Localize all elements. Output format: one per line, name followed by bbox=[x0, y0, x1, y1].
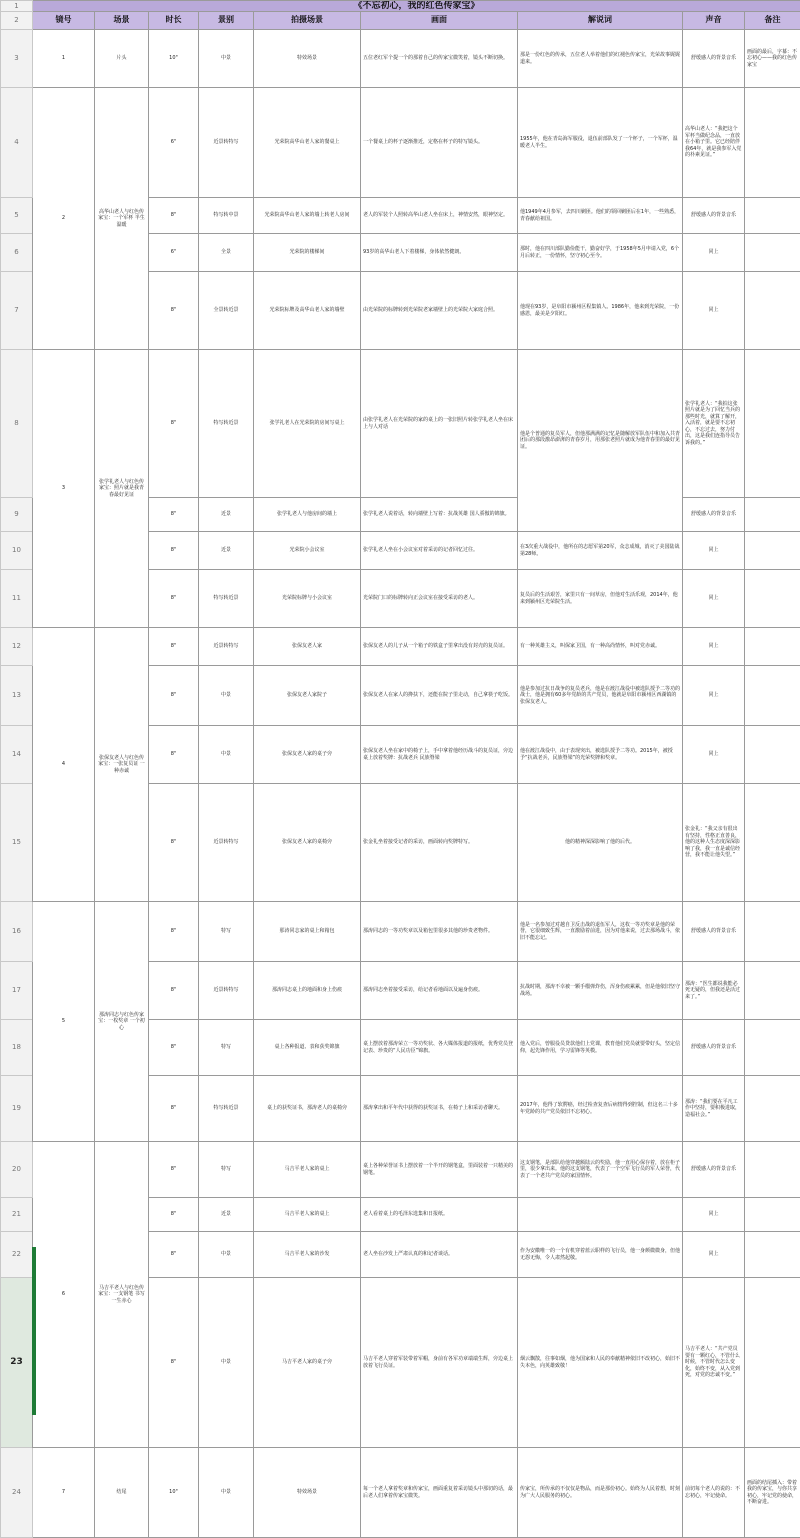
row-selection-indicator bbox=[32, 1247, 36, 1415]
row-number[interactable]: 10 bbox=[1, 532, 33, 570]
location-cell[interactable]: 特效场景 bbox=[254, 1448, 361, 1538]
picture-cell[interactable]: 那涛同志的一等功奖章以及箱包里很多其他的珍贵老物件。 bbox=[361, 902, 518, 962]
location-cell[interactable]: 光荣院高华山老人家的墙上转老人房间 bbox=[254, 198, 361, 234]
shot-type-cell[interactable]: 近景转特写 bbox=[199, 962, 254, 1020]
row-number[interactable]: 18 bbox=[1, 1020, 33, 1076]
shot-type-cell[interactable]: 近景转特写 bbox=[199, 784, 254, 902]
row-number[interactable]: 17 bbox=[1, 962, 33, 1020]
duration-cell[interactable]: 6" bbox=[149, 88, 199, 198]
shot-type-cell[interactable]: 中景 bbox=[199, 30, 254, 88]
sound-cell[interactable]: 舒缓感人的背景音乐 bbox=[683, 498, 745, 532]
location-cell[interactable]: 桌上的获奖证书，那涛老人的桌椅旁 bbox=[254, 1076, 361, 1142]
location-cell[interactable]: 马吉平老人家的桌子旁 bbox=[254, 1278, 361, 1448]
row-number[interactable]: 22 bbox=[1, 1232, 33, 1278]
header-cell[interactable]: 备注 bbox=[745, 12, 800, 30]
shot-type-cell[interactable]: 特写转中景 bbox=[199, 198, 254, 234]
narration-cell[interactable]: 在3次重大战役中，他所在的志愿军第20军，众志成城，消灭了美国陆战第28师。 bbox=[518, 532, 683, 570]
row-number[interactable]: 1 bbox=[1, 1, 33, 12]
sound-cell[interactable]: 那涛：“医生都说我能必死无疑的，但我还是活过来了。” bbox=[683, 962, 745, 1020]
shot-type-cell[interactable]: 全景转近景 bbox=[199, 272, 254, 350]
row-number[interactable]: 13 bbox=[1, 666, 33, 726]
location-cell[interactable]: 马吉平老人家的桌上 bbox=[254, 1142, 361, 1198]
location-cell[interactable]: 张保友老人家院子 bbox=[254, 666, 361, 726]
duration-cell[interactable]: 8" bbox=[149, 1198, 199, 1232]
duration-cell[interactable]: 8" bbox=[149, 272, 199, 350]
sound-cell[interactable]: 同上 bbox=[683, 570, 745, 628]
shot-number-cell[interactable]: 1 bbox=[33, 30, 95, 88]
row-number[interactable]: 20 bbox=[1, 1142, 33, 1198]
location-cell[interactable]: 光荣院的楼梯间 bbox=[254, 234, 361, 272]
sound-cell[interactable]: 舒缓感人的背景音乐 bbox=[683, 902, 745, 962]
document-title[interactable]: 《不忘初心，我的红色传家宝》 bbox=[33, 1, 800, 12]
row-number[interactable]: 19 bbox=[1, 1076, 33, 1142]
remark-cell[interactable] bbox=[745, 272, 800, 350]
picture-cell[interactable]: 桌上摆放着那涛荣立一等功奖状、各大媒体报道的报纸，优秀党员登记表、珍贵的“人民功臣”锦旗。 bbox=[361, 1020, 518, 1076]
scene-cell[interactable]: 马吉平老人与红色传家宝：一支钢笔 书写一生赤心 bbox=[95, 1142, 149, 1448]
remark-cell[interactable] bbox=[745, 234, 800, 272]
remark-cell[interactable]: 画面的最后，字幕：不忘初心——我的红色传家宝 bbox=[745, 30, 800, 88]
picture-cell[interactable]: 老人坐在沙发上严肃认真的和记者谈话。 bbox=[361, 1232, 518, 1278]
narration-cell[interactable]: 抗战时期，那涛不幸被一颗手榴弹炸伤，浑身伤痕累累，但是他依旧坚守战场。 bbox=[518, 962, 683, 1020]
picture-cell[interactable]: 由光荣院的标牌转到光荣院老家墙壁上的光荣院大家庭合照。 bbox=[361, 272, 518, 350]
location-cell[interactable]: 张学礼老人在光荣院的房间写桌上 bbox=[254, 350, 361, 498]
narration-cell[interactable]: 1955年，他在青岛海军服役，退伍前部队发了一个杯子，一个军杯，温暖老人半生。 bbox=[518, 88, 683, 198]
duration-cell[interactable]: 8" bbox=[149, 902, 199, 962]
narration-cell[interactable]: 那时，他在四川部队勤俭能干，勤奋好学，于1958年5月申请入党，6个月后转正，一份情怀，坚守初心至今。 bbox=[518, 234, 683, 272]
picture-cell[interactable]: 一个餐桌上的杯子逐渐推近，定格在杯子的特写镜头。 bbox=[361, 88, 518, 198]
row-number[interactable]: 16 bbox=[1, 902, 33, 962]
header-cell[interactable]: 时长 bbox=[149, 12, 199, 30]
table-row bbox=[1, 1142, 800, 1198]
row-number[interactable]: 12 bbox=[1, 628, 33, 666]
sound-cell[interactable]: 同上 bbox=[683, 234, 745, 272]
row-number[interactable]: 7 bbox=[1, 272, 33, 350]
location-cell[interactable]: 张保友老人家的桌子旁 bbox=[254, 726, 361, 784]
narration-cell[interactable]: 有一种英雄主义，叫保家卫国，有一种高尚情怀，叫对党赤诚。 bbox=[518, 628, 683, 666]
shot-type-cell[interactable]: 中景 bbox=[199, 726, 254, 784]
remark-cell[interactable] bbox=[745, 498, 800, 532]
duration-cell[interactable]: 8" bbox=[149, 784, 199, 902]
shot-type-cell[interactable]: 近景 bbox=[199, 532, 254, 570]
shot-number-cell[interactable]: 5 bbox=[33, 902, 95, 1142]
shot-number-cell[interactable]: 4 bbox=[33, 628, 95, 902]
duration-cell[interactable]: 8" bbox=[149, 570, 199, 628]
remark-cell[interactable] bbox=[745, 1198, 800, 1232]
row-number[interactable]: 5 bbox=[1, 198, 33, 234]
shot-number-cell[interactable]: 7 bbox=[33, 1448, 95, 1538]
scene-cell[interactable]: 那涛同志与红色传家宝：一枚奖章 一个初心 bbox=[95, 902, 149, 1142]
narration-cell[interactable]: 作为安徽唯一的一个有机穿着蓝云职样的飞行员，他一身颜微微身，但他无怨无悔，令人肃然起敬。 bbox=[518, 1232, 683, 1278]
duration-cell[interactable]: 8" bbox=[149, 1232, 199, 1278]
duration-cell[interactable]: 8" bbox=[149, 198, 199, 234]
picture-cell[interactable]: 张学礼老人坐在小会议室对着采访的记者回忆过往。 bbox=[361, 532, 518, 570]
narration-cell[interactable]: 他是一名参加过对越自卫反击战的退伍军人，这枚一等功奖章是他的荣誉，它很细致生辉，一直激励着前进，因为对他来说，过去那场战斗，依旧不能忘记。 bbox=[518, 902, 683, 962]
picture-cell[interactable]: 张金礼坐着接受记者的采访，画面转向奖牌特写。 bbox=[361, 784, 518, 902]
row-number[interactable]: 24 bbox=[1, 1448, 33, 1538]
picture-cell[interactable]: 张保友老人的儿子从一个箱子的铁盒子里拿出没有封壳的复员证。 bbox=[361, 628, 518, 666]
duration-cell[interactable]: 8" bbox=[149, 532, 199, 570]
table-row bbox=[1, 902, 800, 962]
shot-type-cell[interactable]: 近景 bbox=[199, 498, 254, 532]
duration-cell[interactable]: 8" bbox=[149, 498, 199, 532]
remark-cell[interactable] bbox=[745, 962, 800, 1020]
scene-cell[interactable]: 结尾 bbox=[95, 1448, 149, 1538]
sound-cell[interactable]: 马吉平老人：“共产党员要有一颗红心，不管什么时候，不管时代怎么变化，始终不变，从入党到死，对党的忠诚不变。” bbox=[683, 1278, 745, 1448]
narration-cell[interactable]: 他现在93岁，是阜阳市颍州区程集镇人。1986年，他来到光荣院，一份感恩，最美是夕阳红。 bbox=[518, 272, 683, 350]
sound-cell[interactable]: 张学礼老人：“我拍这张照片就是为了回忆当兵的那些时光，就算了解开，入活着，就是要不忘初心，不忘过去，努力付出，这是我们连指导员告诉我的。” bbox=[683, 350, 745, 498]
remark-cell[interactable] bbox=[745, 1076, 800, 1142]
duration-cell[interactable]: 8" bbox=[149, 1278, 199, 1448]
sound-cell[interactable]: 舒缓感人的背景音乐 bbox=[683, 198, 745, 234]
sound-cell[interactable]: 同上 bbox=[683, 532, 745, 570]
remark-cell[interactable] bbox=[745, 198, 800, 234]
sound-cell[interactable]: 那涛：“我们要在平凡工作中坚持，要积极进取，造福社会。” bbox=[683, 1076, 745, 1142]
picture-cell[interactable]: 桌上各种荣誉证书上摆放着一个半开的钢笔盒，里面装着一只精美的钢笔。 bbox=[361, 1142, 518, 1198]
narration-cell[interactable]: 2017年，他得了软腭癌，经过检查复查后病情得到控制，但这名三十多年党龄的共产党员依旧不忘初心。 bbox=[518, 1076, 683, 1142]
duration-cell[interactable]: 10" bbox=[149, 1448, 199, 1538]
location-cell[interactable]: 那涛同志桌上的地面和身上伤痕 bbox=[254, 962, 361, 1020]
narration-cell[interactable]: 他在渡江战役中，由于表现突出，被选队授予二等功。2015年，被授予“抗战老兵，民族脊梁”的光荣奖牌和奖章。 bbox=[518, 726, 683, 784]
picture-cell[interactable]: 张保友老人在家人的搀扶下，还能在院子里走动，自己拿筷子吃饭。 bbox=[361, 666, 518, 726]
duration-cell[interactable]: 10" bbox=[149, 30, 199, 88]
shot-type-cell[interactable]: 近景 bbox=[199, 1198, 254, 1232]
header-cell[interactable]: 画面 bbox=[361, 12, 518, 30]
location-cell[interactable]: 光荣院标牌与小会议室 bbox=[254, 570, 361, 628]
row-number[interactable]: 6 bbox=[1, 234, 33, 272]
location-cell[interactable]: 张学礼老人与他房间的墙上 bbox=[254, 498, 361, 532]
duration-cell[interactable]: 8" bbox=[149, 962, 199, 1020]
row-number[interactable]: 11 bbox=[1, 570, 33, 628]
remark-cell[interactable] bbox=[745, 1020, 800, 1076]
picture-cell[interactable]: 每一个老人拿着奖章和传家宝，画面重复着采访镜头中那切的话，最后老人们拿着传家宝微笑。 bbox=[361, 1448, 518, 1538]
scene-cell[interactable]: 张学礼老人与红色传家宝：照片就是我青春最好见证 bbox=[95, 350, 149, 628]
row-number[interactable]: 2 bbox=[1, 12, 33, 30]
duration-cell[interactable]: 8" bbox=[149, 1142, 199, 1198]
remark-cell[interactable] bbox=[745, 1278, 800, 1448]
shot-type-cell[interactable]: 特写转近景 bbox=[199, 570, 254, 628]
shot-number-cell[interactable]: 6 bbox=[33, 1142, 95, 1448]
header-cell[interactable]: 解说词 bbox=[518, 12, 683, 30]
duration-cell[interactable]: 8" bbox=[149, 1020, 199, 1076]
location-cell[interactable]: 桌上各种报道、表和获奖锦旗 bbox=[254, 1020, 361, 1076]
shot-type-cell[interactable]: 特写 bbox=[199, 902, 254, 962]
location-cell[interactable]: 那涛同志家的桌上和箱包 bbox=[254, 902, 361, 962]
duration-cell[interactable]: 8" bbox=[149, 1076, 199, 1142]
picture-cell[interactable]: 那涛同志坐着接受采访，给记者看地面以及遍身伤痕。 bbox=[361, 962, 518, 1020]
row-number[interactable]: 4 bbox=[1, 88, 33, 198]
header-row bbox=[1, 12, 800, 30]
header-cell[interactable]: 场景 bbox=[95, 12, 149, 30]
shot-type-cell[interactable]: 全景 bbox=[199, 234, 254, 272]
sound-cell[interactable]: 张金礼：“我父亲有很出有坚持，性格正直善良，他的这种人生态度深深影响了我，我一直是诚信经营，我不能让他失望。” bbox=[683, 784, 745, 902]
narration-cell[interactable]: 那是一份红色的传承，五位老人举着他们的红褪色传家宝，光荣故事娓娓道来。 bbox=[518, 30, 683, 88]
picture-cell[interactable]: 马吉平老人穿着军装带着军帽，身前有各军功章端端生辉，旁边桌上放着飞行员证。 bbox=[361, 1278, 518, 1448]
shot-type-cell[interactable]: 特写转近景 bbox=[199, 350, 254, 498]
sound-cell[interactable]: 舒缓感人的背景音乐 bbox=[683, 1020, 745, 1076]
picture-cell[interactable]: 老人看着桌上的毛泽东选集和日报纸。 bbox=[361, 1198, 518, 1232]
remark-cell[interactable] bbox=[745, 88, 800, 198]
picture-cell[interactable]: 那涛拿出和平年代中获得的获奖证书，在椅子上和采访者聊天。 bbox=[361, 1076, 518, 1142]
location-cell[interactable]: 特效场景 bbox=[254, 30, 361, 88]
location-cell[interactable]: 马吉平老人家的桌上 bbox=[254, 1198, 361, 1232]
narration-cell[interactable]: 他1949年4月参军，去四川剿匪。他们的领回剿匪后在1年，一些熟悉，青春献给祖国。 bbox=[518, 198, 683, 234]
shot-type-cell[interactable]: 中景 bbox=[199, 1232, 254, 1278]
table-row bbox=[1, 30, 800, 88]
picture-cell[interactable]: 张保友老人坐在家中的椅子上，手中拿着他经历战斗的复员证，旁边桌上放着奖牌：抗战老兵 民族脊梁 bbox=[361, 726, 518, 784]
location-cell[interactable]: 光荣院小会议室 bbox=[254, 532, 361, 570]
sound-cell[interactable]: 同上 bbox=[683, 272, 745, 350]
scene-cell[interactable]: 片头 bbox=[95, 30, 149, 88]
row-number[interactable]: 15 bbox=[1, 784, 33, 902]
shot-type-cell[interactable]: 特写 bbox=[199, 1142, 254, 1198]
sound-cell[interactable]: 高华山老人：“我把这个军杯当做纪念品，一直放在小箱子里。它已经陪伴我64年，就是我参军入党的朴素见证。” bbox=[683, 88, 745, 198]
location-cell[interactable]: 光荣院高华山老人家的餐桌上 bbox=[254, 88, 361, 198]
sound-cell[interactable]: 同上 bbox=[683, 1232, 745, 1278]
table-row bbox=[1, 350, 800, 498]
table-row bbox=[1, 88, 800, 198]
remark-cell[interactable] bbox=[745, 1232, 800, 1278]
row-number[interactable]: 21 bbox=[1, 1198, 33, 1232]
sound-cell[interactable]: 同上 bbox=[683, 726, 745, 784]
picture-cell[interactable]: 五位老红军个提一个的那着自己的传家宝微笑着，镜头不断切换。 bbox=[361, 30, 518, 88]
narration-cell[interactable]: 复员后的生活艰苦，家里只有一间草房，但他对生活乐观，2014年，他来到颍州区光荣院生活。 bbox=[518, 570, 683, 628]
picture-cell[interactable]: 老人的军装个人照转高华山老人坐在床上，神情安然，眼神坚定。 bbox=[361, 198, 518, 234]
sound-cell[interactable]: 舒缓感人的背景音乐 bbox=[683, 30, 745, 88]
picture-cell[interactable]: 93岁的高华山老人下着楼梯，身体依然健朗。 bbox=[361, 234, 518, 272]
row-number[interactable]: 8 bbox=[1, 350, 33, 498]
narration-cell[interactable]: 烟云飘散，往事如烟，他为国家和人民的奉献精神依旧不改初心，始旧不失本色，向英雄致敬！ bbox=[518, 1278, 683, 1448]
row-number[interactable]: 9 bbox=[1, 498, 33, 532]
location-cell[interactable]: 光荣院标牌及高华山老人家的墙壁 bbox=[254, 272, 361, 350]
remark-cell[interactable] bbox=[745, 532, 800, 570]
sound-cell[interactable]: 同上 bbox=[683, 1198, 745, 1232]
duration-cell[interactable]: 6" bbox=[149, 234, 199, 272]
sound-cell[interactable]: 舒缓感人的背景音乐 bbox=[683, 1142, 745, 1198]
shot-type-cell[interactable]: 中景 bbox=[199, 1278, 254, 1448]
remark-cell[interactable]: 画面的结尾插入：带着我的传家宝，与你共享初心，牢记党的使命，不断奋进。 bbox=[745, 1448, 800, 1538]
table-row bbox=[1, 1448, 800, 1538]
shot-type-cell[interactable]: 特写 bbox=[199, 1020, 254, 1076]
shot-type-cell[interactable]: 近景转特写 bbox=[199, 628, 254, 666]
location-cell[interactable]: 张保友老人家 bbox=[254, 628, 361, 666]
title-row bbox=[1, 1, 800, 12]
header-cell[interactable]: 声音 bbox=[683, 12, 745, 30]
shot-type-cell[interactable]: 特写转近景 bbox=[199, 1076, 254, 1142]
narration-cell[interactable]: 传家宝，所传承的不仅仅是物品，而是那份初心。始终为人民着想，时刻为广大人民服务的初心。 bbox=[518, 1448, 683, 1538]
header-cell[interactable]: 景别 bbox=[199, 12, 254, 30]
remark-cell[interactable] bbox=[745, 570, 800, 628]
remark-cell[interactable] bbox=[745, 628, 800, 666]
picture-cell[interactable]: 张学礼老人说着话，转向墙壁上写着：抗战英雄 国人骄傲的锦旗。 bbox=[361, 498, 518, 532]
duration-cell[interactable]: 8" bbox=[149, 666, 199, 726]
remark-cell[interactable] bbox=[745, 902, 800, 962]
scene-cell[interactable]: 高华山老人与红色传家宝：一个军杯 半生温暖 bbox=[95, 88, 149, 350]
header-cell[interactable]: 拍摄场景 bbox=[254, 12, 361, 30]
duration-cell[interactable]: 8" bbox=[149, 726, 199, 784]
shot-type-cell[interactable]: 中景 bbox=[199, 1448, 254, 1538]
narration-cell[interactable]: 他是参加过抗日战争的复员老兵，他是在渡江战役中被选队授予二等功的战士，他是拥有60多年党龄的共产党员，他就是阜阳市颍州区西湖镇的张保友老人。 bbox=[518, 666, 683, 726]
table-row bbox=[1, 628, 800, 666]
narration-cell[interactable]: 他的精神深深影响了他的后代。 bbox=[518, 784, 683, 902]
row-number-selected[interactable]: 23 bbox=[1, 1278, 33, 1448]
row-number[interactable]: 14 bbox=[1, 726, 33, 784]
shot-number-cell[interactable]: 3 bbox=[33, 350, 95, 628]
remark-cell[interactable] bbox=[745, 350, 800, 498]
sound-cell[interactable]: 同上 bbox=[683, 666, 745, 726]
narration-cell[interactable]: 他入党后，曾服役员贷款他们上党课，教育他们党员就要带好头，坚定信仰，起先锋作用，学习雷锋等英模。 bbox=[518, 1020, 683, 1076]
location-cell[interactable]: 张保友老人家的桌椅旁 bbox=[254, 784, 361, 902]
shot-type-cell[interactable]: 近景转特写 bbox=[199, 88, 254, 198]
duration-cell[interactable]: 8" bbox=[149, 628, 199, 666]
picture-cell[interactable]: 光荣院门口的标牌转向正会议室在接受采访的老人。 bbox=[361, 570, 518, 628]
shot-number-cell[interactable]: 2 bbox=[33, 88, 95, 350]
remark-cell[interactable] bbox=[745, 726, 800, 784]
remark-cell[interactable] bbox=[745, 666, 800, 726]
narration-cell[interactable]: 他是个普通的复员军人，但他那满满的记忆是随解放军队伍中和加入共青团后的那段激昂澎湃的青春岁月，用那张老照片就成为他青春里的最好见证。 bbox=[518, 350, 683, 532]
scene-cell[interactable]: 张保友老人与红色传家宝：一张复员证 一种赤诚 bbox=[95, 628, 149, 902]
header-cell[interactable]: 镜号 bbox=[33, 12, 95, 30]
location-cell[interactable]: 马吉平老人家的沙发 bbox=[254, 1232, 361, 1278]
duration-cell[interactable]: 8" bbox=[149, 350, 199, 498]
narration-cell[interactable] bbox=[518, 1198, 683, 1232]
shot-type-cell[interactable]: 中景 bbox=[199, 666, 254, 726]
sound-cell[interactable]: 前切每个老人的说的：不忘初心，牢记使命。 bbox=[683, 1448, 745, 1538]
sound-cell[interactable]: 同上 bbox=[683, 628, 745, 666]
narration-cell[interactable]: 这支钢笔，是部队给他穿越额陆云的奖励，他一直用心保存着，放在柜子里，很少拿出来。他的这支钢笔，代表了一个空军飞行员的军人荣誉，代表了一个老共产党员的家国情怀。 bbox=[518, 1142, 683, 1198]
remark-cell[interactable] bbox=[745, 1142, 800, 1198]
remark-cell[interactable] bbox=[745, 784, 800, 902]
row-number[interactable]: 3 bbox=[1, 30, 33, 88]
picture-cell[interactable]: 由张学礼老人在光荣院的家的桌上的一张旧照片转张学礼老人坐在床上与人对话 bbox=[361, 350, 518, 498]
